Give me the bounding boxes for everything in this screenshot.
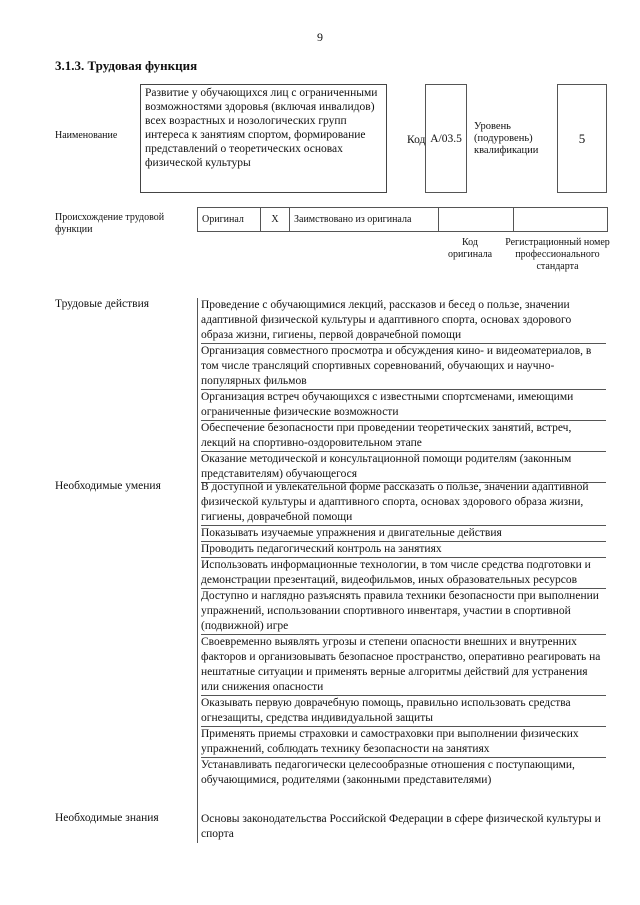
skill-item: Оказывать первую доврачебную помощь, правильно использовать средства огнезащиты, средства индивидуальной защиты <box>201 696 606 727</box>
skill-item: Проводить педагогический контроль на занятиях <box>201 542 606 558</box>
level-label-line2: (подуровень) <box>474 133 533 144</box>
skill-item: Устанавливать педагогически целесообразные отношения с поступающими, обучающимися, родителями (законными представителями) <box>201 759 575 786</box>
action-item: Проведение с обучающимися лекций, рассказов и бесед о пользе, значении адаптивной физической культуры и адаптивного спорта, основах здорового образа жизни, гигиены, первой доврачебной помощи <box>201 298 606 344</box>
code-label: Код <box>407 134 426 146</box>
skill-item: Применять приемы страховки и самостраховки при выполнении физических упражнений, соблюдать технику безопасности на занятиях <box>201 727 606 758</box>
original-label: Оригинал <box>202 214 244 225</box>
code-caption: Код оригинала <box>447 237 493 260</box>
level-box <box>557 84 607 193</box>
function-name-box: Развитие у обучающихся лиц с ограниченными возможностями здоровья (включая инвалидов) всех возрастных и нозологических групп интереса к занятиям спортом, формирование представлений о теоретических основах физической культуры <box>140 84 387 193</box>
borrowed-cell <box>290 208 439 232</box>
action-item: Обеспечение безопасности при проведении теоретических занятий, встреч, лекций на спортивно-оздоровительном этапе <box>201 421 606 452</box>
borrowed-label: Заимствовано из оригинала <box>294 214 412 225</box>
skill-item: Показывать изучаемые упражнения и двигательные действия <box>201 526 606 542</box>
skill-item: Использовать информационные технологии, в том числе средства подготовки и демонстрации презентаций, видеофильмов, иных образовательных ресурсов <box>201 558 606 589</box>
action-item: Организация встреч обучающихся с известными спортсменами, имеющими ограниченные физические возможности <box>201 390 606 421</box>
page-number: 9 <box>317 30 323 44</box>
actions-label: Трудовые действия <box>55 298 150 310</box>
section-title: 3.1.3. Трудовая функция <box>55 58 198 73</box>
origin-table <box>197 207 608 232</box>
original-mark: X <box>271 214 279 225</box>
skills-label: Необходимые умения <box>55 480 161 492</box>
skill-item: Доступно и наглядно разъяснять правила техники безопасности при выполнении упражнений, использовании спортивного инвентаря, участии в спортивной (подвижной) игре <box>201 589 606 635</box>
origin-reg-cell <box>514 208 608 232</box>
code-value: A/03.5 <box>430 132 462 145</box>
skills-list <box>201 480 606 788</box>
action-item: Оказание методической и консультационной помощи родителям (законным представителям) обучающегося <box>201 452 606 483</box>
skill-item: В доступной и увлекательной форме рассказать о пользе, значении адаптивной физической культуры и адаптивного спорта, основах здорового образа жизни, гигиены, доврачебной помощи <box>201 480 606 526</box>
action-item: Организация совместного просмотра и обсуждения кино- и видеоматериалов, в том числе трансляций спортивных соревнований, обучающих и научно-популярных фильмов <box>201 344 606 390</box>
knowledge-list <box>201 812 606 842</box>
original-mark-cell <box>261 208 290 232</box>
origin-label: Происхождение трудовой функции <box>55 212 165 235</box>
level-value: 5 <box>578 130 586 146</box>
level-label-line3: квалификации <box>474 145 539 156</box>
actions-list <box>201 298 606 483</box>
origin-code-cell <box>439 208 514 232</box>
name-label: Наименование <box>55 130 118 141</box>
knowledge-label: Необходимые знания <box>55 812 159 824</box>
reg-caption: Регистрационный номер профессионального стандарта <box>505 237 610 272</box>
level-label <box>474 121 538 157</box>
code-box <box>425 84 467 193</box>
column-divider <box>197 298 198 843</box>
original-cell <box>198 208 261 232</box>
knowledge-item: Основы законодательства Российской Федерации в сфере физической культуры и спорта <box>201 813 601 840</box>
skill-item: Своевременно выявлять угрозы и степени опасности внешних и внутренних факторов и организовывать безопасное пространство, оперативно реагировать на нештатные ситуации и применять верные алгоритмы действий для устранения или снижения опасности <box>201 635 606 696</box>
level-label-line1: Уровень <box>474 121 511 132</box>
